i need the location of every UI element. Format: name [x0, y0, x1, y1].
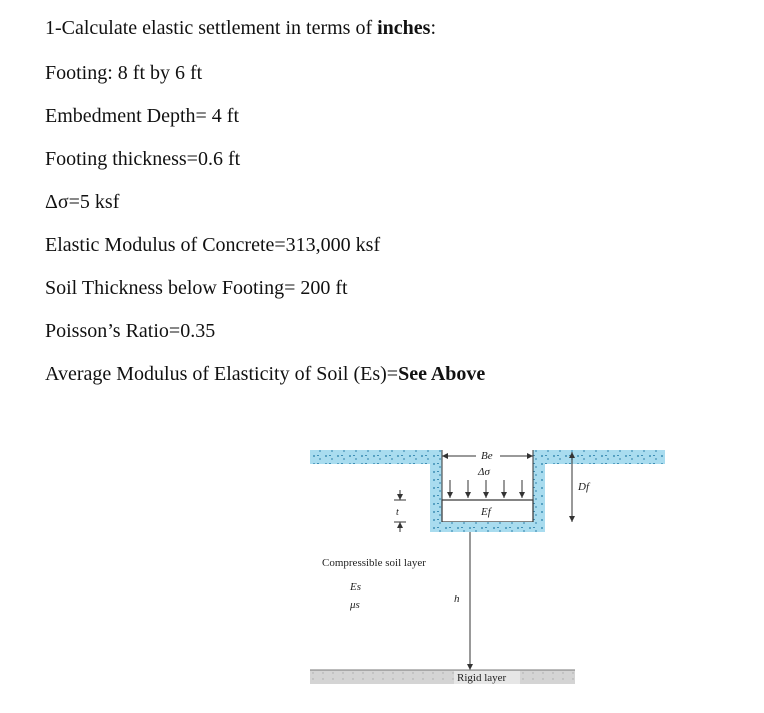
soil-under-footing — [430, 522, 545, 532]
footing-thickness: Footing thickness=0.6 ft — [45, 148, 241, 170]
ground-right — [545, 450, 665, 464]
soil-modulus-bold: See Above — [398, 363, 486, 385]
footing-dimensions: Footing: 8 ft by 6 ft — [45, 62, 203, 84]
rigid-layer — [310, 670, 575, 684]
stress-arrows — [450, 480, 522, 498]
label-rigid: Rigid layer — [457, 672, 507, 684]
problem-title — [45, 16, 436, 40]
ground-left — [310, 450, 430, 464]
problem-title-bold: inches — [377, 17, 431, 39]
problem-title-prefix: 1-Calculate elastic settlement in terms of — [45, 17, 378, 39]
soil-thickness: Soil Thickness below Footing= 200 ft — [45, 277, 348, 299]
problem-title-suffix: : — [430, 17, 437, 39]
label-be: Be — [481, 450, 493, 462]
label-mus: μs — [350, 599, 360, 611]
label-h: h — [454, 593, 460, 605]
footing-diagram — [300, 430, 680, 700]
soil-modulus-prefix: Average Modulus of Elasticity of Soil (Es)= — [45, 363, 399, 385]
label-es: Es — [350, 581, 361, 593]
label-delta-sigma: Δσ — [478, 466, 490, 478]
concrete-modulus: Elastic Modulus of Concrete=313,000 ksf — [45, 234, 381, 256]
wall-left — [430, 450, 442, 530]
label-compressible: Compressible soil layer — [322, 557, 426, 569]
soil-modulus-line — [45, 362, 485, 386]
poissons-ratio: Poisson’s Ratio=0.35 — [45, 320, 216, 342]
label-ef: Ef — [481, 506, 491, 518]
label-df: Df — [578, 481, 589, 493]
wall-right — [533, 450, 545, 530]
embedment-depth: Embedment Depth= 4 ft — [45, 105, 240, 127]
stress-increase: Δσ=5 ksf — [45, 191, 120, 213]
label-t: t — [396, 507, 399, 518]
